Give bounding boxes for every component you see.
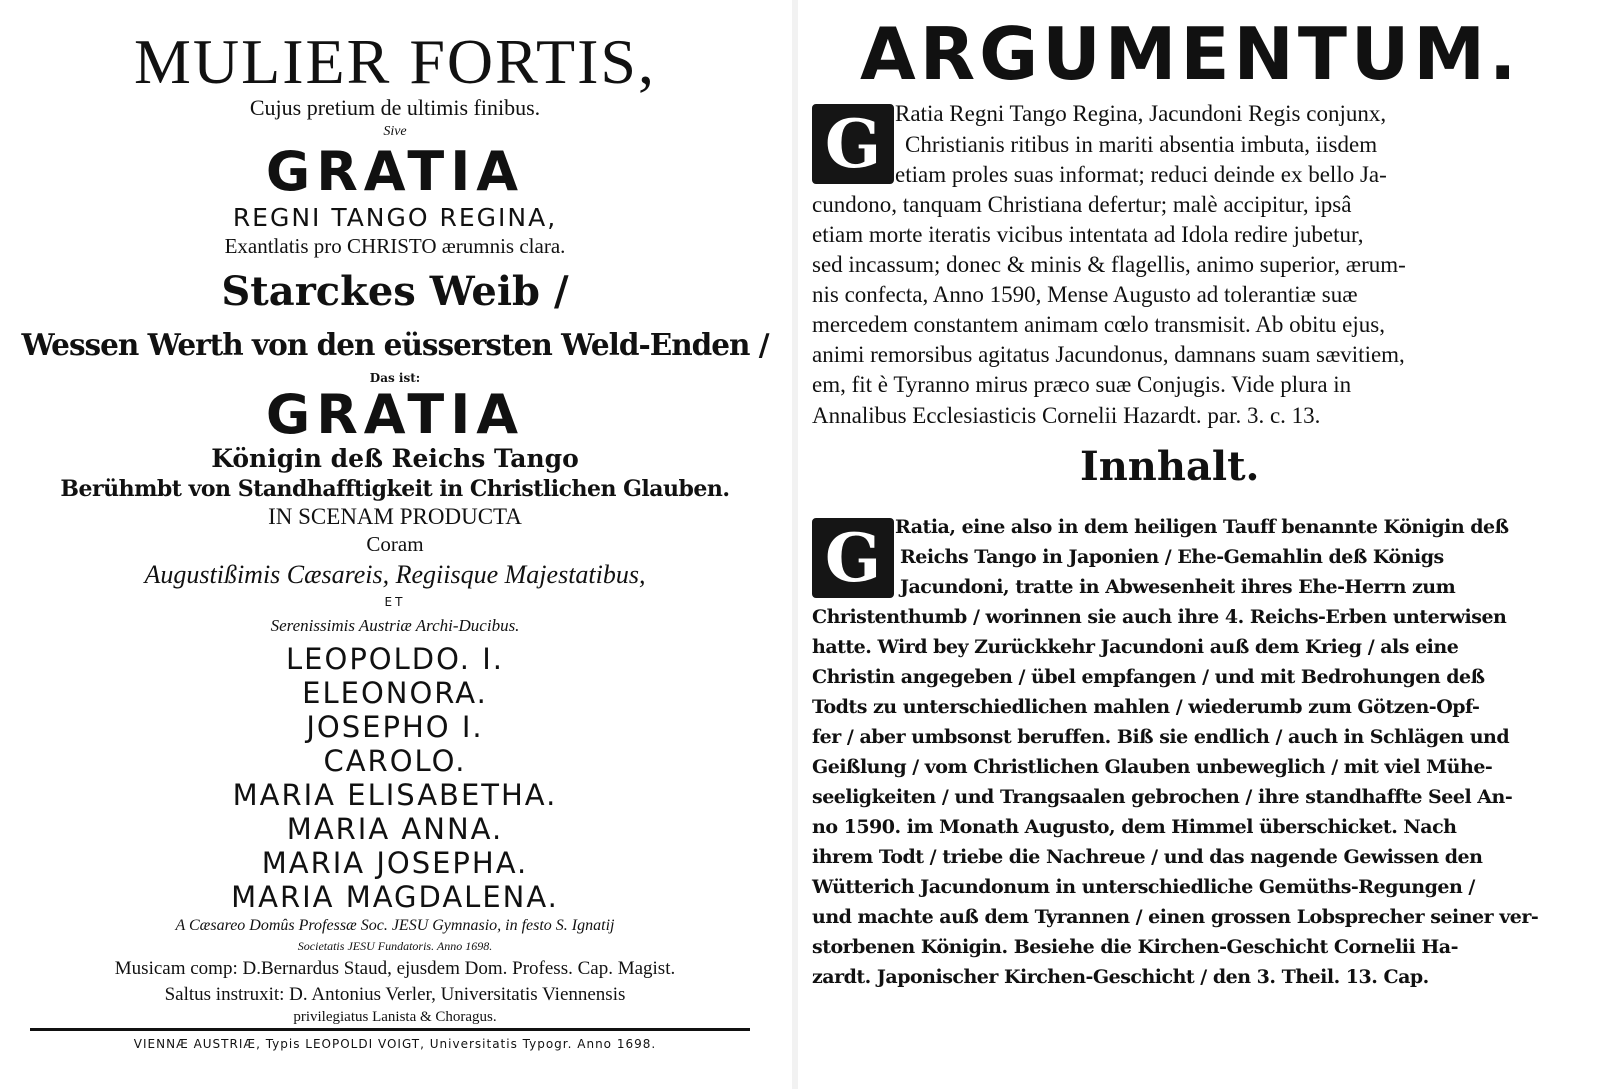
dedicatee-name: MARIA MAGDALENA. [231, 880, 559, 914]
decorated-initial-argumentum: G [812, 104, 894, 184]
argumentum-line: sed incassum; donec & minis & flagellis, animo superior, ærum- [812, 252, 1406, 277]
dedicatee-name: MARIA JOSEPHA. [261, 846, 529, 880]
inhalt-line: Christenthumb / worinnen sie auch ihre 4. Reichs-Erben unterwisen [812, 606, 1507, 628]
koenigin-line: Königin deß Reichs Tango [211, 444, 579, 473]
privilegiatus-line: privilegiatus Lanista & Choragus. [293, 1009, 497, 1025]
inhalt-line: hatte. Wird bey Zurückkehr Jacundoni auß dem Krieg / als eine [812, 636, 1459, 658]
inhalt-line: Christin angegeben / übel empfangen / und mit Bedrohungen deß [812, 666, 1485, 688]
coram-line: Coram [366, 532, 424, 556]
printer-imprint: VIENNÆ AUSTRIÆ, Typis LEOPOLDI VOIGT, Universitatis Typogr. Anno 1698. [133, 1037, 657, 1051]
argumentum-line: animi remorsibus agitatus Jacundonus, damnans suam sævitiem, [812, 342, 1405, 367]
inhalt-line: no 1590. im Monath Augusto, dem Himmel überschicket. Nach [812, 816, 1457, 838]
argumentum-line: em, fit è Tyranno mirus præco suæ Conjugis. Vide plura in [812, 372, 1352, 397]
argumentum-line: mercedem constantem animam cœlo transmisit. Ab obitu ejus, [812, 312, 1385, 337]
play-subtitle: Cujus pretium de ultimis finibus. [249, 95, 541, 120]
inhalt-line: Wütterich Jacundonum in unterschiedliche Gemüths-Regungen / [812, 876, 1475, 898]
inhalt-line: Ratia, eine also in dem heiligen Tauff benannte Königin deß [895, 516, 1509, 538]
sive-word: Sive [383, 124, 407, 139]
augustissimis-line: Augustißimis Cæsareis, Regiisque Majestatibus, [144, 560, 646, 589]
inhalt-line: zardt. Japonischer Kirchen-Geschicht / den 3. Theil. 13. Cap. [812, 966, 1429, 988]
in-scenam-line: IN SCENAM PRODUCTA [268, 504, 522, 529]
beruehmbt-line: Berühmbt von Standhafftigkeit in Christlichen Glauben. [60, 476, 730, 502]
dedicatee-name: MARIA ELISABETHA. [232, 778, 558, 812]
argumentum-line: Christianis ritibus in mariti absentia imbuta, iisdem [905, 132, 1378, 157]
argumentum-line: etiam proles suas informat; reduci deinde ex bello Ja- [895, 162, 1387, 187]
inhalt-heading: Innhalt. [1080, 443, 1260, 490]
regni-tango-line: REGNI TANGO REGINA, [232, 203, 558, 232]
serenissimis-line: Serenissimis Austriæ Archi-Ducibus. [270, 616, 520, 635]
argumentum-line: etiam morte iteratis vicibus intentata ad Idola redire jubetur, [812, 222, 1364, 247]
inhalt-line: Jacundoni, tratte in Abwesenheit ihres Ehe-Herrn zum [900, 576, 1456, 598]
societatis-line: Societatis JESU Fundatoris. Anno 1698. [297, 939, 493, 953]
decorated-initial-inhalt: G [812, 518, 894, 598]
right-page-synopsis [800, 0, 1600, 1089]
inhalt-line: seeligkeiten / und Trangsaalen gebrochen / ihre standhaffte Seel An- [812, 786, 1513, 808]
dedicatee-name: CAROLO. [323, 744, 467, 778]
dedicatee-name: MARIA ANNA. [286, 812, 504, 846]
saltus-credit: Saltus instruxit: D. Antonius Verler, Universitatis Viennensis [164, 984, 626, 1005]
page-gutter [792, 0, 798, 1089]
argumentum-line: nis confecta, Anno 1590, Mense Augusto ad tolerantiæ suæ [812, 282, 1358, 307]
wessen-werth-line: Wessen Werth von den eüssersten Weld-Enden / [21, 327, 769, 362]
inhalt-line: ihrem Todt / triebe die Nachreue / und das nagende Gewissen den [812, 846, 1483, 868]
inhalt-line: fer / aber umbsonst beruffen. Biß sie endlich / auch in Schlägen und [812, 726, 1510, 748]
play-title: MULIER FORTIS, [134, 26, 656, 97]
inhalt-line: und machte auß dem Tyrannen / einen grossen Lobsprecher seiner ver- [812, 906, 1539, 928]
argumentum-line: Annalibus Ecclesiasticis Cornelii Hazardt. par. 3. c. 13. [812, 403, 1321, 428]
inhalt-line: Geißlung / vom Christlichen Glauben unbeweglich / mit viel Mühe- [812, 756, 1493, 778]
gratia-heading-latin: GRATIA [265, 140, 525, 203]
imprint-divider [30, 1028, 750, 1031]
exantlatis-line: Exantlatis pro CHRISTO ærumnis clara. [224, 234, 566, 258]
caesareo-line: A Cæsareo Domûs Professæ Soc. JESU Gymnasio, in festo S. Ignatij [175, 917, 615, 934]
inhalt-line: Todts zu unterschiedlichen mahlen / wiederumb zum Götzen-Opf- [812, 696, 1480, 718]
inhalt-line: storbenen Königin. Besiehe die Kirchen-Geschicht Cornelii Ha- [812, 936, 1459, 958]
dedicatee-name: ELEONORA. [302, 676, 488, 710]
dedicatee-name: LEOPOLDO. I. [286, 642, 504, 676]
argumentum-line: Ratia Regni Tango Regina, Jacundoni Regis conjunx, [895, 101, 1387, 126]
left-page-title [0, 0, 790, 1089]
argumentum-heading: ARGUMENTUM. [860, 12, 1521, 96]
argumentum-line: cundono, tanquam Christiana defertur; malè accipitur, ipsâ [812, 192, 1352, 217]
dedicatee-name: JOSEPHO I. [306, 710, 484, 744]
starckes-weib-line: Starckes Weib / [221, 268, 569, 315]
das-ist-line: Das ist: [369, 371, 421, 385]
musicam-credit: Musicam comp: D.Bernardus Staud, ejusdem Dom. Profess. Cap. Magist. [114, 958, 676, 979]
et-word: ET [384, 595, 406, 609]
gratia-heading-german: GRATIA [265, 383, 525, 446]
inhalt-line: Reichs Tango in Japonien / Ehe-Gemahlin deß Königs [900, 546, 1444, 568]
